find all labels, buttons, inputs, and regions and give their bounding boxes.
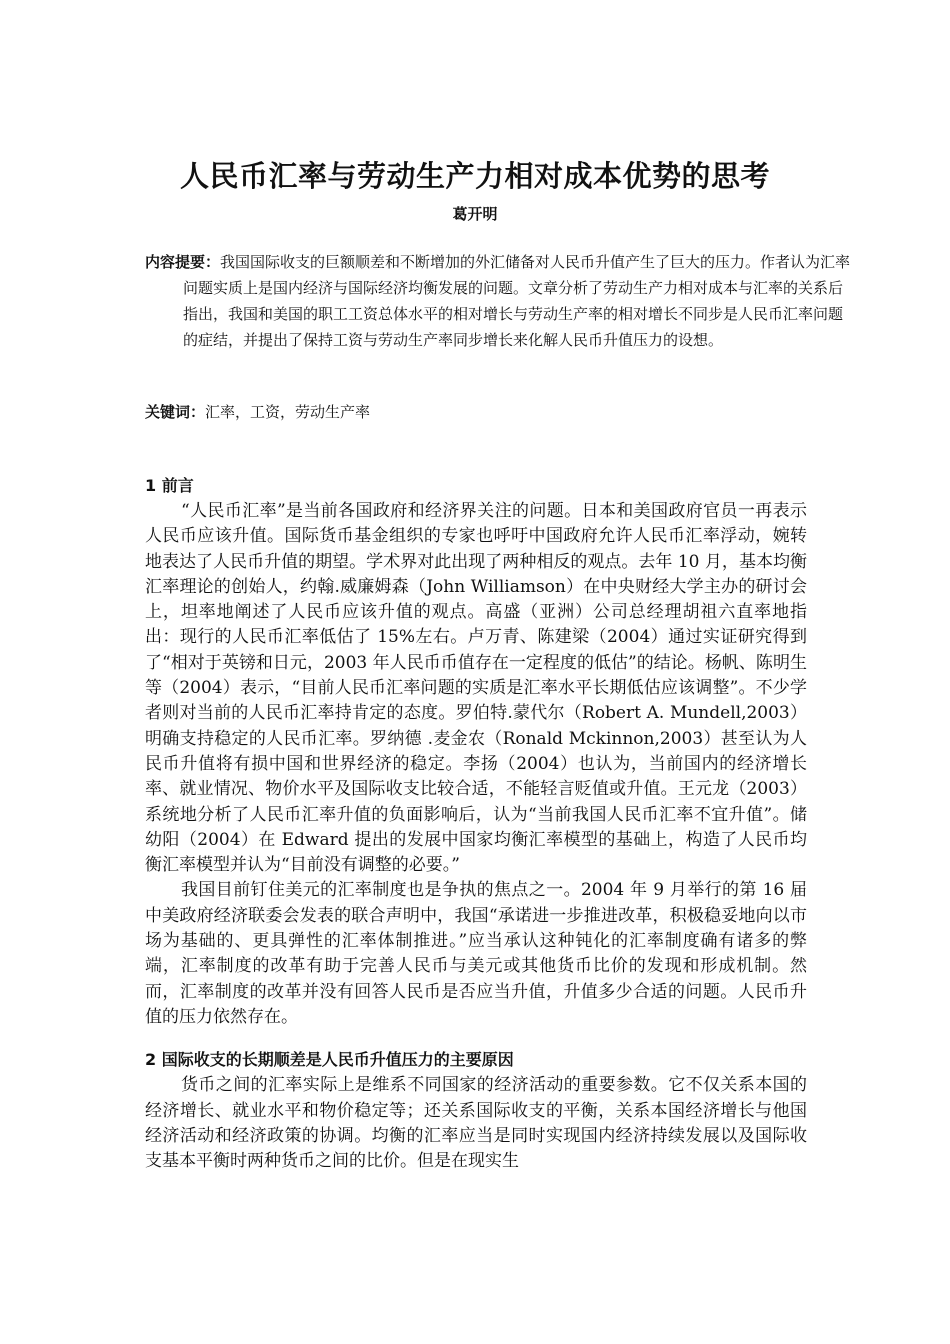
keywords (145, 399, 815, 425)
paragraph: 我国目前钉住美元的汇率制度也是争执的焦点之一。2004 年 9 月举行的第 16 届中美政府经济联委会发表的联合声明中，我国“承诺进一步推进改革，积极稳妥地向以市场为基础的、更具弹性的汇率体制推进。”应当承认这种钝化的汇率制度确有诸多的弊端，汇率制度的改革有助于完善人民币与美元或其他货币比价的发现和形成机制。然而，汇率制度的改革并没有回答人民币是否应当升值，升值多少合适的问题。人民币升值的压力依然存在。 (145, 880, 807, 1027)
body-text (145, 473, 807, 1174)
paper-author: 葛开明 (452, 205, 498, 223)
paragraph: 货币之间的汇率实际上是维系不同国家的经济活动的重要参数。它不仅关系本国的经济增长、就业水平和物价稳定等；还关系国际收支的平衡，关系本国经济增长与他国经济活动和经济政策的协调。均衡的汇率应当是同时实现国内经济持续发展以及国际收支基本平衡时两种货币之间的比价。但是在现实生 (145, 1075, 807, 1172)
abstract-text: 我国国际收支的巨额顺差和不断增加的外汇储备对人民币升值产生了巨大的压力。作者认为汇率问题实质上是国内经济与国际经济均衡发展的问题。文章分析了劳动生产力相对成本与汇率的关系后指出，我国和美国的职工工资总体水平的相对增长与劳动生产率的相对增长不同步是人民币汇率问题的症结，并提出了保持工资与劳动生产率同步增长来化解人民币升值压力的设想。 (183, 253, 851, 349)
paper-title: 人民币汇率与劳动生产力相对成本优势的思考 (179, 159, 770, 193)
keywords-text: 汇率，工资，劳动生产率 (205, 403, 371, 421)
abstract (145, 249, 853, 353)
section-heading-introduction: 1 前言 (145, 476, 194, 495)
abstract-label: 内容提要： (145, 253, 221, 271)
keywords-label: 关键词： (145, 403, 206, 421)
paragraph: “人民币汇率”是当前各国政府和经济界关注的问题。日本和美国政府官员一再表示人民币应该升值。国际货币基金组织的专家也呼吁中国政府允许人民币汇率浮动，婉转地表达了人民币升值的期望。学术界对此出现了两种相反的观点。去年 10 月，基本均衡汇率理论的创始人，约翰.威廉姆森（John Williamson）在中央财经大学主办的研讨会上，坦率地阐述了人民币应该升值的观点。高盛（亚洲）公司总经理胡祖六直率地指出：现行的人民币汇率低估了 15%左右。卢万青、陈建梁（2004）通过实证研究得到了“相对于英镑和日元，2003 年人民币币值存在一定程度的低估”的结论。杨帆、陈明生等（2004）表示，“目前人民币汇率问题的实质是汇率水平长期低估应该调整”。不少学者则对当前的人民币汇率持肯定的态度。罗伯特.蒙代尔（Robert A. Mundell,2003）明确支持稳定的人民币汇率。罗纳德 .麦金农（Ronald Mckinnon,2003）甚至认为人民币升值将有损中国和世界经济的稳定。李扬（2004）也认为，当前国内的经济增长率、就业情况、物价水平及国际收支比较合适，不能轻言贬值或升值。王元龙（2003）系统地分析了人民币汇率升值的负面影响后，认为“当前我国人民币汇率不宜升值”。储幼阳（2004）在 Edward 提出的发展中国家均衡汇率模型的基础上，构造了人民币均衡汇率模型并认为“目前没有调整的必要。” (145, 501, 807, 876)
section-heading-balance-of-payments: 2 国际收支的长期顺差是人民币升值压力的主要原因 (145, 1050, 514, 1070)
